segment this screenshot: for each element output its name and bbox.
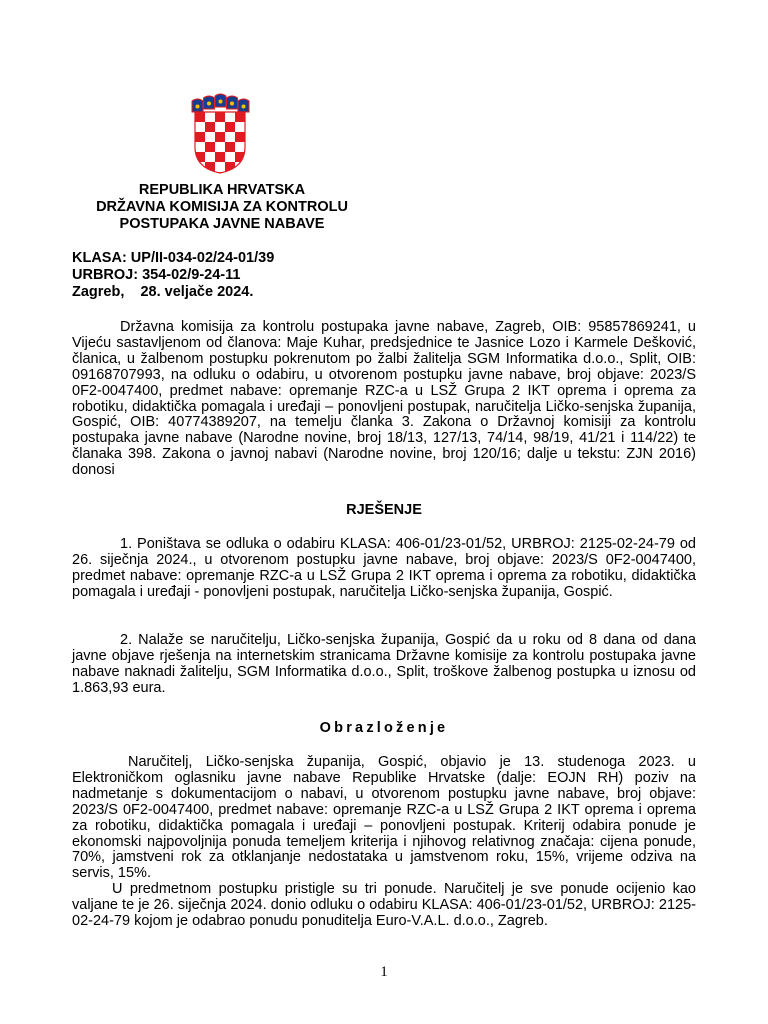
document-meta [72,250,372,301]
urbroj-line: URBROJ: 354-02/9-24-11 [72,267,241,283]
croatian-coat-of-arms-icon [189,92,251,174]
klasa-line: KLASA: UP/II-034-02/24-01/39 [72,250,275,266]
reasoning-block [72,755,696,930]
header-line-1: REPUBLIKA HRVATSKA [138,182,306,198]
page-number: 1 [380,964,388,980]
resolution-item-2-block [72,633,696,697]
resolution-item-1-block [72,537,696,601]
reasoning-paragraph-1: Naručitelj, Ličko-senjska županija, Gospić, objavio je 13. studenoga 2023. u Elektroničkom oglasniku javne nabave Republike Hrvatske (dalje: EOJN RH) poziv na nadmetanje s dokumentacijom o nabavi, u otvorenom postupku javne nabave, broj objave: 2023/S 0F2-0047400, predmet nabave: opremanje RZC-a u LSŽ Grupa 2 IKT oprema i oprema za robotiku, didaktička pomagala i uređaji – ponovljeni postupak. Kriterij odabira ponude je ekonomski najpovoljnija ponuda temeljem kriterija i njihovog relativnog značaja: cijena ponude, 70%, jamstveni rok za otklanjanje nedostataka u jamstvenom roku, 15%, vrijeme odziva na servis, 15%. [72,754,696,882]
header-line-3: POSTUPAKA JAVNE NABAVE [119,216,325,232]
resolution-item-1: 1. Poništava se odluka o odabiru KLASA: 406-01/23-01/52, URBROJ: 2125-02-24-79 od 26. siječnja 2024., u otvorenom postupku javne nabave, broj objave: 2023/S 0F2-0047400, predmet nabave: opremanje RZC-a u LSŽ Grupa 2 IKT oprema i oprema za robotiku, didaktička pomagala i uređaji - ponovljeni postupak, naručitelja Ličko-senjska županija, Gospić. [72,536,696,600]
resolution-title: RJEŠENJE [346,502,422,518]
reasoning-paragraph-2: U predmetnom postupku pristigle su tri ponude. Naručitelj je sve ponude ocijenio kao valjane te je 26. siječnja 2024. donio odluku o odabiru KLASA: 406-01/23-01/52, URBROJ: 2125-02-24-79 kojom je odabrao ponudu ponuditelja Euro-V.A.L. d.o.o., Zagreb. [72,881,696,930]
date-line: Zagreb, 28. veljače 2024. [72,284,254,300]
reasoning-title: Obrazloženje [319,720,449,736]
intro-paragraph: Državna komisija za kontrolu postupaka javne nabave, Zagreb, OIB: 95857869241, u Vijeću sastavljenom od članova: Maje Kuhar, predsjednice te Jasnice Lozo i Karmele Dešković, članica, u žalbenom postupku pokrenutom po žalbi žalitelja SGM Informatika d.o.o., Split, OIB: 09168707993, na odluku o odabiru, u otvorenom postupku javne nabave, broj objave: 2023/S 0F2-0047400, predmet nabave: opremanje RZC-a u LSŽ Grupa 2 IKT oprema i oprema za robotiku, didaktička pomagala i uređaji – ponovljeni postupak, naručitelja Ličko-senjska županija, Gospić, OIB: 40774389207, na temelju članka 3. Zakona o Državnoj komisiji za kontrolu postupaka javne nabave (Narodne novine, broj 18/13, 127/13, 74/14, 98/19, 41/21 i 114/22) te članaka 398. Zakona o javnoj nabavi (Narodne novine, broj 120/16; dalje u tekstu: ZJN 2016) donosi [72,319,696,479]
issuer-header [72,182,372,233]
resolution-item-2: 2. Nalaže se naručitelju, Ličko-senjska županija, Gospić da u roku od 8 dana od dana javne objave rješenja na internetskim stranicama Državne komisije za kontrolu postupaka javne nabave naknadi žalitelju, SGM Informatika d.o.o., Split, troškove žalbenog postupka u iznosu od 1.863,93 eura. [72,632,696,696]
intro-paragraph-block [72,320,696,479]
header-line-2: DRŽAVNA KOMISIJA ZA KONTROLU [96,199,348,215]
